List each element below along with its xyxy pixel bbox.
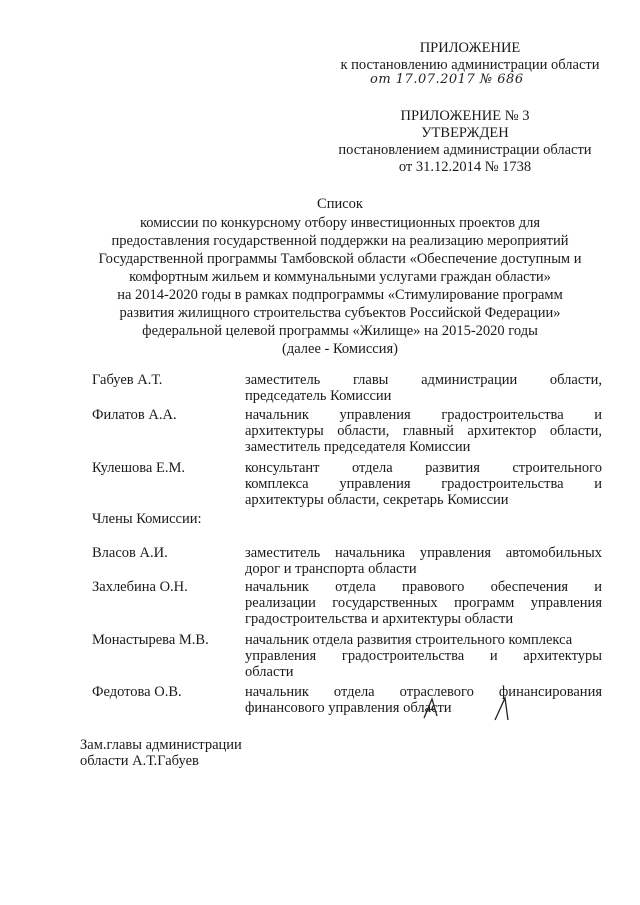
- member-name: Кулешова Е.М.: [92, 460, 185, 476]
- appendix-label: ПРИЛОЖЕНИЕ: [419, 40, 521, 56]
- member-role: [245, 460, 602, 508]
- member-name: Федотова О.В.: [92, 684, 182, 700]
- role-line: комплекса управления градостроительства и: [245, 476, 602, 492]
- resolution-date-label: от 31.12.2014 № 1738: [398, 159, 532, 175]
- role-line: финансового управления области: [245, 700, 452, 716]
- role-line: начальник отдела развития строительного комплекса: [245, 632, 573, 648]
- title-line: комиссии по конкурсному отбору инвестиционных проектов для: [139, 215, 541, 231]
- role-line: заместитель главы администрации области,: [245, 372, 602, 388]
- approved-label: УТВЕРЖДЕН: [421, 125, 509, 141]
- role-line: начальник управления градостроительства и: [245, 407, 602, 423]
- title-line: Государственной программы Тамбовской области «Обеспечение доступным и: [98, 251, 582, 267]
- role-line: председатель Комиссии: [245, 388, 392, 404]
- members-heading: Члены Комиссии:: [92, 511, 202, 527]
- member-name: Филатов А.А.: [92, 407, 177, 423]
- member-role: [245, 545, 602, 577]
- role-line: дорог и транспорта области: [245, 561, 417, 577]
- role-line: градостроительства и архитектуры области: [245, 611, 514, 627]
- title-line: на 2014-2020 годы в рамках подпрограммы «Стимулирование программ: [117, 287, 563, 303]
- title-line: развития жилищного строительства субъектов Российской Федерации»: [119, 305, 561, 321]
- by-resolution-label: постановлением администрации области: [338, 142, 592, 158]
- to-resolution-label: к постановлению администрации области: [340, 57, 600, 73]
- handwritten-initial-mark: [420, 696, 460, 722]
- title-line: федеральной целевой программы «Жилище» на 2015-2020 годы: [142, 323, 538, 339]
- member-role: [245, 632, 602, 680]
- role-line: архитектуры области, главный архитектор области,: [245, 423, 602, 439]
- member-role: [245, 579, 602, 627]
- role-line: заместитель начальника управления автомобильных: [245, 545, 602, 561]
- appendix-header: [330, 40, 610, 74]
- appendix3-label: ПРИЛОЖЕНИЕ № 3: [400, 108, 530, 124]
- member-name: Монастырева М.В.: [92, 632, 209, 648]
- role-line: заместитель председателя Комиссии: [245, 439, 471, 455]
- title-line: предоставления государственной поддержки на реализацию мероприятий: [111, 233, 569, 249]
- signature-name: области А.Т.Габуев: [80, 753, 199, 769]
- document-title: [60, 195, 620, 358]
- signature-title: Зам.главы администрации: [80, 737, 242, 753]
- title-line: комфортным жильем и коммунальными услугами граждан области»: [129, 269, 551, 285]
- member-name: Габуев А.Т.: [92, 372, 163, 388]
- role-line: управления градостроительства и архитектуры: [245, 648, 602, 664]
- role-line: начальник отдела правового обеспечения и: [245, 579, 602, 595]
- role-line: области: [245, 664, 294, 680]
- role-line: начальник отдела отраслевого финансирования: [245, 684, 602, 700]
- member-name: Власов А.И.: [92, 545, 168, 561]
- role-line: архитектуры области, секретарь Комиссии: [245, 492, 509, 508]
- member-name: Захлебина О.Н.: [92, 579, 188, 595]
- handwritten-initial-mark: [492, 694, 522, 724]
- handwritten-date: от 17.07.2017 № 686: [370, 72, 524, 87]
- role-line: консультант отдела развития строительного: [245, 460, 602, 476]
- member-role: [245, 372, 602, 404]
- title-heading: Список: [317, 196, 363, 212]
- title-line: (далее - Комиссия): [282, 341, 398, 357]
- member-role: [245, 407, 602, 455]
- role-line: реализации государственных программ управления: [245, 595, 602, 611]
- appendix3-header: [330, 108, 600, 176]
